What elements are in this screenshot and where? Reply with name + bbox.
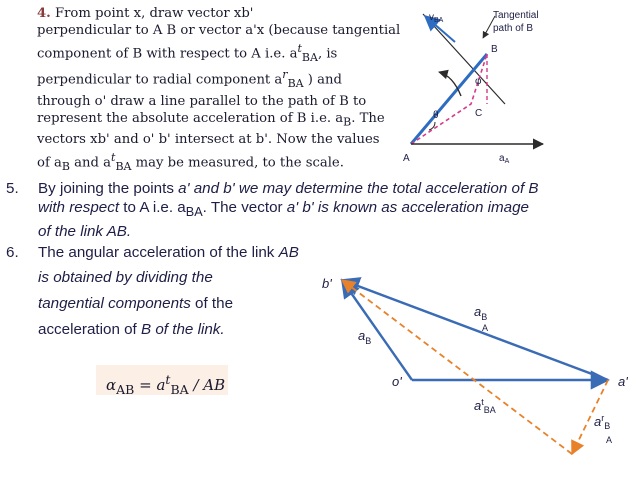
- ab-vector: [342, 280, 608, 380]
- step4-text-8: of a: [37, 154, 62, 170]
- bullet-6-text-1b: AB: [278, 244, 299, 261]
- formula-alpha: α: [106, 376, 117, 394]
- formula-tail: / AB: [188, 376, 226, 394]
- ob-vector: [342, 280, 412, 380]
- step4-text-6: represent the absolute acceleration of B i.e. a: [37, 111, 344, 127]
- step4-line-1: [37, 5, 367, 22]
- step4-number: 4.: [37, 6, 51, 21]
- tangential-component-dashed: [342, 280, 572, 454]
- step4-line-3: [37, 40, 367, 66]
- point-b-label: B: [491, 44, 498, 55]
- step4-tail-8: may be measured, to the scale.: [131, 154, 344, 170]
- bullet-5-number: 5.: [6, 180, 19, 197]
- bullet-5-line-1: [38, 179, 631, 198]
- step4-sub-ba-3: BA: [115, 159, 132, 173]
- step4-line-6: [37, 110, 385, 131]
- bullet-5-sub-ba: BA: [185, 205, 203, 220]
- step4-sub-b-2: B: [61, 159, 70, 173]
- step4-line-4: [37, 66, 367, 92]
- point-a-label: A: [403, 153, 410, 164]
- path-of-b-label: path of B: [493, 23, 534, 34]
- bullet-6-text-1a: The angular acceleration of the link: [38, 244, 279, 261]
- bullet-6: [6, 243, 306, 339]
- angular-acceleration-formula: [96, 365, 228, 395]
- phi-label: φ: [475, 76, 482, 87]
- step4-text-3: component of B with respect to A i.e. a: [37, 46, 298, 62]
- aba-right-sub-a: A: [482, 323, 489, 333]
- aba-right-label: $a_B$: [474, 304, 488, 322]
- ab-left-label: $a_B$: [358, 328, 372, 346]
- step4-line-5: through o' draw a line parallel to the path of B to: [37, 93, 367, 109]
- bullet-6-text-4a: acceleration of: [38, 321, 141, 338]
- step4-line-7: vectors xb' and o' b' intersect at b'. Now the values: [37, 132, 380, 148]
- vba-label: $v_{BA}$: [429, 12, 444, 24]
- step4-line-8: [37, 149, 367, 175]
- bullet-6-line-4: [38, 320, 306, 339]
- bullet-5-text-1b: a' and b' we may determine the total acceleration of B: [178, 180, 539, 197]
- theta-label: θ: [433, 110, 439, 121]
- step4-sup-r: r: [282, 68, 288, 82]
- bullet-6-line-2: is obtained by dividing the: [38, 269, 213, 286]
- bullet-5-text-2d: a' b' is known as acceleration image: [286, 199, 529, 216]
- step4-tail-6: . The: [351, 111, 385, 127]
- bullet-5-line-3: of the link AB.: [38, 223, 132, 241]
- o-prime-label: o': [392, 374, 402, 389]
- bullet-5-text-2a: with respect: [38, 199, 120, 216]
- step4-sub-ba-1: BA: [301, 50, 318, 64]
- step4-sup-t-2: t: [111, 150, 116, 164]
- bullet-6-line-1: [38, 243, 306, 262]
- a-prime-label: a': [618, 374, 628, 389]
- step4-text-1: From point x, draw vector xb': [50, 6, 254, 21]
- step4-line-2: perpendicular to A B or vector a'x (because tangential: [37, 23, 401, 39]
- bullet-5: [6, 179, 631, 241]
- arba-sub-a: A: [606, 435, 613, 445]
- bullet-5-text-2c: . The vector: [202, 199, 287, 216]
- tangential-label: Tangential: [493, 10, 539, 21]
- bullet-6-text-4b: B of the link.: [141, 321, 225, 338]
- acceleration-diagram: [300, 258, 638, 463]
- step4-sup-t: t: [297, 41, 302, 55]
- velocity-diagram: [395, 4, 635, 172]
- step4-mid-8: and a: [69, 154, 112, 170]
- formula-alpha-sub: AB: [116, 382, 135, 397]
- bullet-6-text: [38, 243, 306, 339]
- atba-label: $a^t_{BA}$: [474, 397, 496, 415]
- bullet-5-text-2b: to A i.e. a: [119, 199, 186, 216]
- aa-label: $a_A$: [499, 153, 510, 165]
- bullet-6-line-3: [38, 294, 306, 313]
- b-prime-label: b': [322, 276, 332, 291]
- step4-paragraph: [37, 5, 401, 175]
- point-c-label: C: [475, 108, 483, 119]
- arba-label: $a^r_B$: [594, 413, 611, 431]
- step4-text-4: perpendicular to radial component a: [37, 72, 283, 88]
- step4-sub-b-1: B: [343, 115, 352, 129]
- bullet-5-line-2: [38, 198, 631, 222]
- step4-sub-ba-2: BA: [287, 77, 304, 91]
- formula-sub: BA: [170, 382, 189, 397]
- bullet-6-number: 6.: [6, 244, 19, 261]
- formula-sup: t: [165, 372, 171, 387]
- bullet-6-text-3b: of the: [190, 295, 234, 312]
- bullet-5-text-1a: By joining the points: [38, 180, 179, 197]
- step4-tail-3: , is: [317, 46, 338, 62]
- bullet-5-text: [38, 179, 631, 241]
- formula-eq: = a: [134, 376, 166, 394]
- rotation-arrow: [439, 72, 461, 96]
- bullet-6-text-3a: tangential components: [38, 295, 191, 312]
- step4-tail-4: ) and: [303, 72, 342, 88]
- link-ab-line: [411, 54, 487, 144]
